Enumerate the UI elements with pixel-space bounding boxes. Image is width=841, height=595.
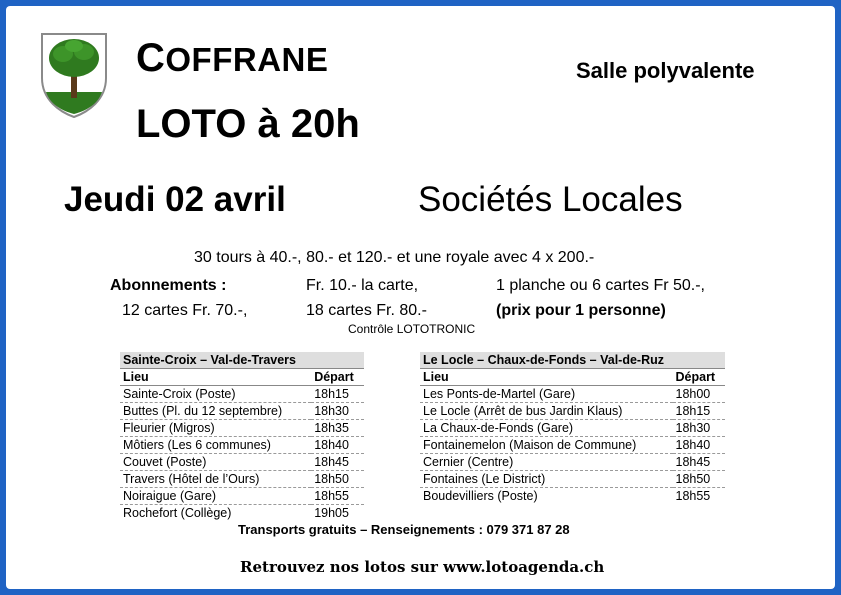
venue: Salle polyvalente [576, 58, 755, 83]
row-depart: 18h45 [673, 454, 726, 471]
row-depart: 18h15 [673, 403, 726, 420]
price-12: 12 cartes Fr. 70.-, [122, 302, 248, 319]
row-depart: 18h50 [673, 471, 726, 488]
table-row [120, 386, 364, 403]
region-title: Sainte-Croix – Val-de-Travers [120, 352, 364, 369]
table-row [120, 505, 364, 522]
schedule-table-right [420, 352, 725, 504]
table-row [120, 437, 364, 454]
town-rest: OFFRANE [165, 41, 329, 78]
row-depart: 18h35 [311, 420, 364, 437]
row-lieu: Fontainemelon (Maison de Commune) [420, 437, 673, 454]
table-row [120, 471, 364, 488]
event-date: Jeudi 02 avril [64, 180, 286, 219]
row-lieu: Buttes (Pl. du 12 septembre) [120, 403, 311, 420]
region-title: Le Locle – Chaux-de-Fonds – Val-de-Ruz [420, 352, 725, 369]
tours-info: 30 tours à 40.-, 80.- et 120.- et une royale avec 4 x 200.- [194, 249, 595, 266]
table-row [420, 386, 725, 403]
row-lieu: Boudevilliers (Poste) [423, 489, 538, 503]
coat-of-arms-icon [38, 30, 110, 120]
price-18: 18 cartes Fr. 80.- [306, 302, 427, 319]
event-title: LOTO à 20h [136, 102, 360, 146]
column-header-lieu: Lieu [120, 369, 311, 386]
row-lieu: Sainte-Croix (Poste) [120, 386, 311, 403]
row-depart: 18h15 [311, 386, 364, 403]
table-row [420, 403, 725, 420]
row-depart: 18h40 [673, 437, 726, 454]
schedule-table-left [120, 352, 364, 521]
row-depart: 18h45 [311, 454, 364, 471]
table-row [120, 420, 364, 437]
row-lieu: Travers (Hôtel de l’Ours) [120, 471, 311, 488]
row-lieu: Noiraigue (Gare) [120, 488, 311, 505]
row-lieu: Couvet (Poste) [120, 454, 311, 471]
price-single: Fr. 10.- la carte, [306, 277, 419, 294]
table-row [420, 420, 725, 437]
row-lieu: La Chaux-de-Fonds (Gare) [420, 420, 673, 437]
table-row [120, 488, 364, 505]
row-lieu: Cernier (Centre) [420, 454, 673, 471]
row-depart: 18h55 [311, 488, 364, 505]
row-depart: 18h30 [311, 403, 364, 420]
table-row [420, 471, 725, 488]
row-depart: 18h55 [675, 489, 711, 503]
row-lieu: Rochefort (Collège) [123, 506, 232, 520]
row-lieu: Les Ponts-de-Martel (Gare) [420, 386, 673, 403]
row-lieu: Môtiers (Les 6 communes) [120, 437, 311, 454]
price-planche: 1 planche ou 6 cartes Fr 50.-, [496, 277, 705, 294]
website-link[interactable]: Retrouvez nos lotos sur www.lotoagenda.ch [240, 558, 605, 576]
row-depart: 19h05 [314, 506, 349, 520]
abonnements-label: Abonnements : [110, 277, 227, 294]
table-row [420, 437, 725, 454]
town-initial: C [136, 36, 166, 80]
table-row [420, 454, 725, 471]
column-header-depart: Départ [311, 369, 364, 386]
row-depart: 18h00 [673, 386, 726, 403]
table-row [120, 454, 364, 471]
row-lieu: Fontaines (Le District) [420, 471, 673, 488]
town-title [136, 36, 328, 81]
column-header-depart: Départ [673, 369, 726, 386]
organizer: Sociétés Locales [418, 180, 683, 219]
transports-info: Transports gratuits – Renseignements : 079 371 87 28 [238, 522, 570, 537]
row-depart: 18h50 [311, 471, 364, 488]
row-depart: 18h30 [673, 420, 726, 437]
table-row [420, 488, 725, 505]
row-lieu: Fleurier (Migros) [120, 420, 311, 437]
row-depart: 18h40 [311, 437, 364, 454]
control-note: Contrôle LOTOTRONIC [348, 322, 476, 336]
column-header-lieu: Lieu [420, 369, 673, 386]
flyer [6, 6, 835, 589]
table-row [120, 403, 364, 420]
row-lieu: Le Locle (Arrêt de bus Jardin Klaus) [420, 403, 673, 420]
price-note: (prix pour 1 personne) [496, 302, 666, 319]
